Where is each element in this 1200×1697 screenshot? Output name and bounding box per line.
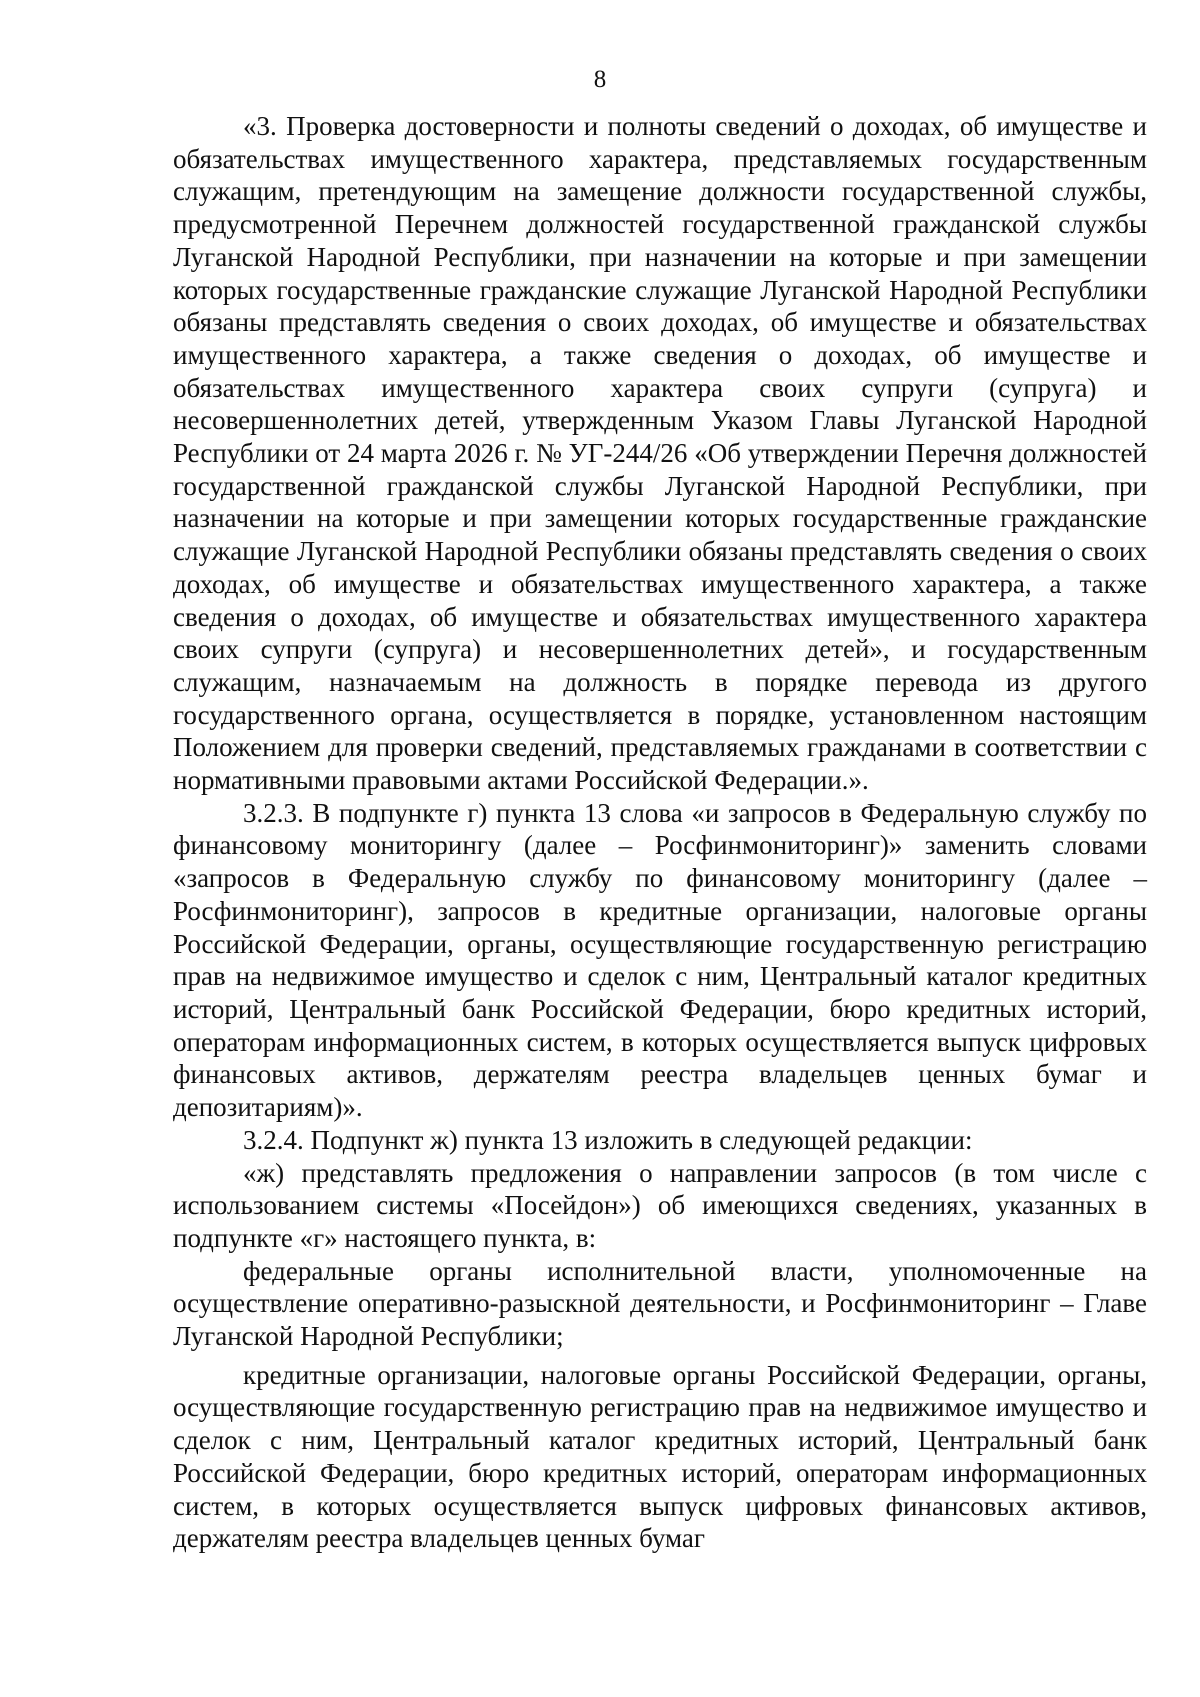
paragraph-federal-bodies: федеральные органы исполнительной власти, уполномоченные на осуществление оперативно-разыскной деятельности, и Росфинмониторинг – Главе Луганской Народной Республики; xyxy=(173,1255,1147,1352)
paragraph-3-2-4: 3.2.4. Подпункт ж) пункта 13 изложить в следующей редакции: xyxy=(243,1124,973,1155)
paragraph-3-2-3: 3.2.3. В подпункте г) пункта 13 слова «и запросов в Федеральную службу по финансовому мониторингу (далее – Росфинмониторинг)» заменить словами «запросов в Федеральную службу по финансовому мониторингу (далее – Росфинмониторинг), запросов в кредитные организации, налоговые органы Российской Федерации, органы, осуществляющие государственную регистрацию прав на недвижимое имущество и сделок с ним, Центральный каталог кредитных историй, Центральный банк Российской Федерации, бюро кредитных историй, операторам информационных систем, в которых осуществляется выпуск цифровых финансовых активов, держателям реестра владельцев ценных бумаг и депозитариям)». xyxy=(173,797,1147,1123)
page-number: 8 xyxy=(593,66,607,93)
document-body xyxy=(173,110,1147,1555)
paragraph-section-3-quote: «3. Проверка достоверности и полноты сведений о доходах, об имуществе и обязательствах имущественного характера, представляемых государственным служащим, претендующим на замещение должности государственной службы, предусмотренной Перечнем должностей государственной гражданской службы Луганской Народной Республики, при назначении на которые и при замещении которых государственные гражданские служащие Луганской Народной Республики обязаны представлять сведения о своих доходах, об имуществе и обязательствах имущественного характера, а также сведения о доходах, об имуществе и обязательствах имущественного характера своих супруги (супруга) и несовершеннолетних детей, утвержденным Указом Главы Луганской Народной Республики от 24 марта 2026 г. № УГ-244/26 «Об утверждении Перечня должностей государственной гражданской службы Луганской Народной Республики, при назначении на которые и при замещении которых государственные гражданские служащие Луганской Народной Республики обязаны представлять сведения о своих доходах, об имуществе и обязательствах имущественного характера, а также сведения о доходах, об имуществе и обязательствах имущественного характера своих супруги (супруга) и несовершеннолетних детей», и государственным служащим, назначаемым на должность в порядке перевода из другого государственного органа, осуществляется в порядке, установленном настоящим Положением для проверки сведений, представляемых гражданами в соответствии с нормативными правовыми актами Российской Федерации.». xyxy=(173,111,1147,796)
paragraph-credit-organizations: кредитные организации, налоговые органы Российской Федерации, органы, осуществляющие государственную регистрацию прав на недвижимое имущество и сделок с ним, Центральный каталог кредитных историй, Центральный банк Российской Федерации, бюро кредитных историй, операторам информационных систем, в которых осуществляется выпуск цифровых финансовых активов, держателям реестра владельцев ценных бумаг xyxy=(173,1359,1147,1554)
paragraph-subitem-zh: «ж) представлять предложения о направлении запросов (в том числе с использованием системы «Посейдон») об имеющихся сведениях, указанных в подпункте «г» настоящего пункта, в: xyxy=(173,1157,1147,1253)
